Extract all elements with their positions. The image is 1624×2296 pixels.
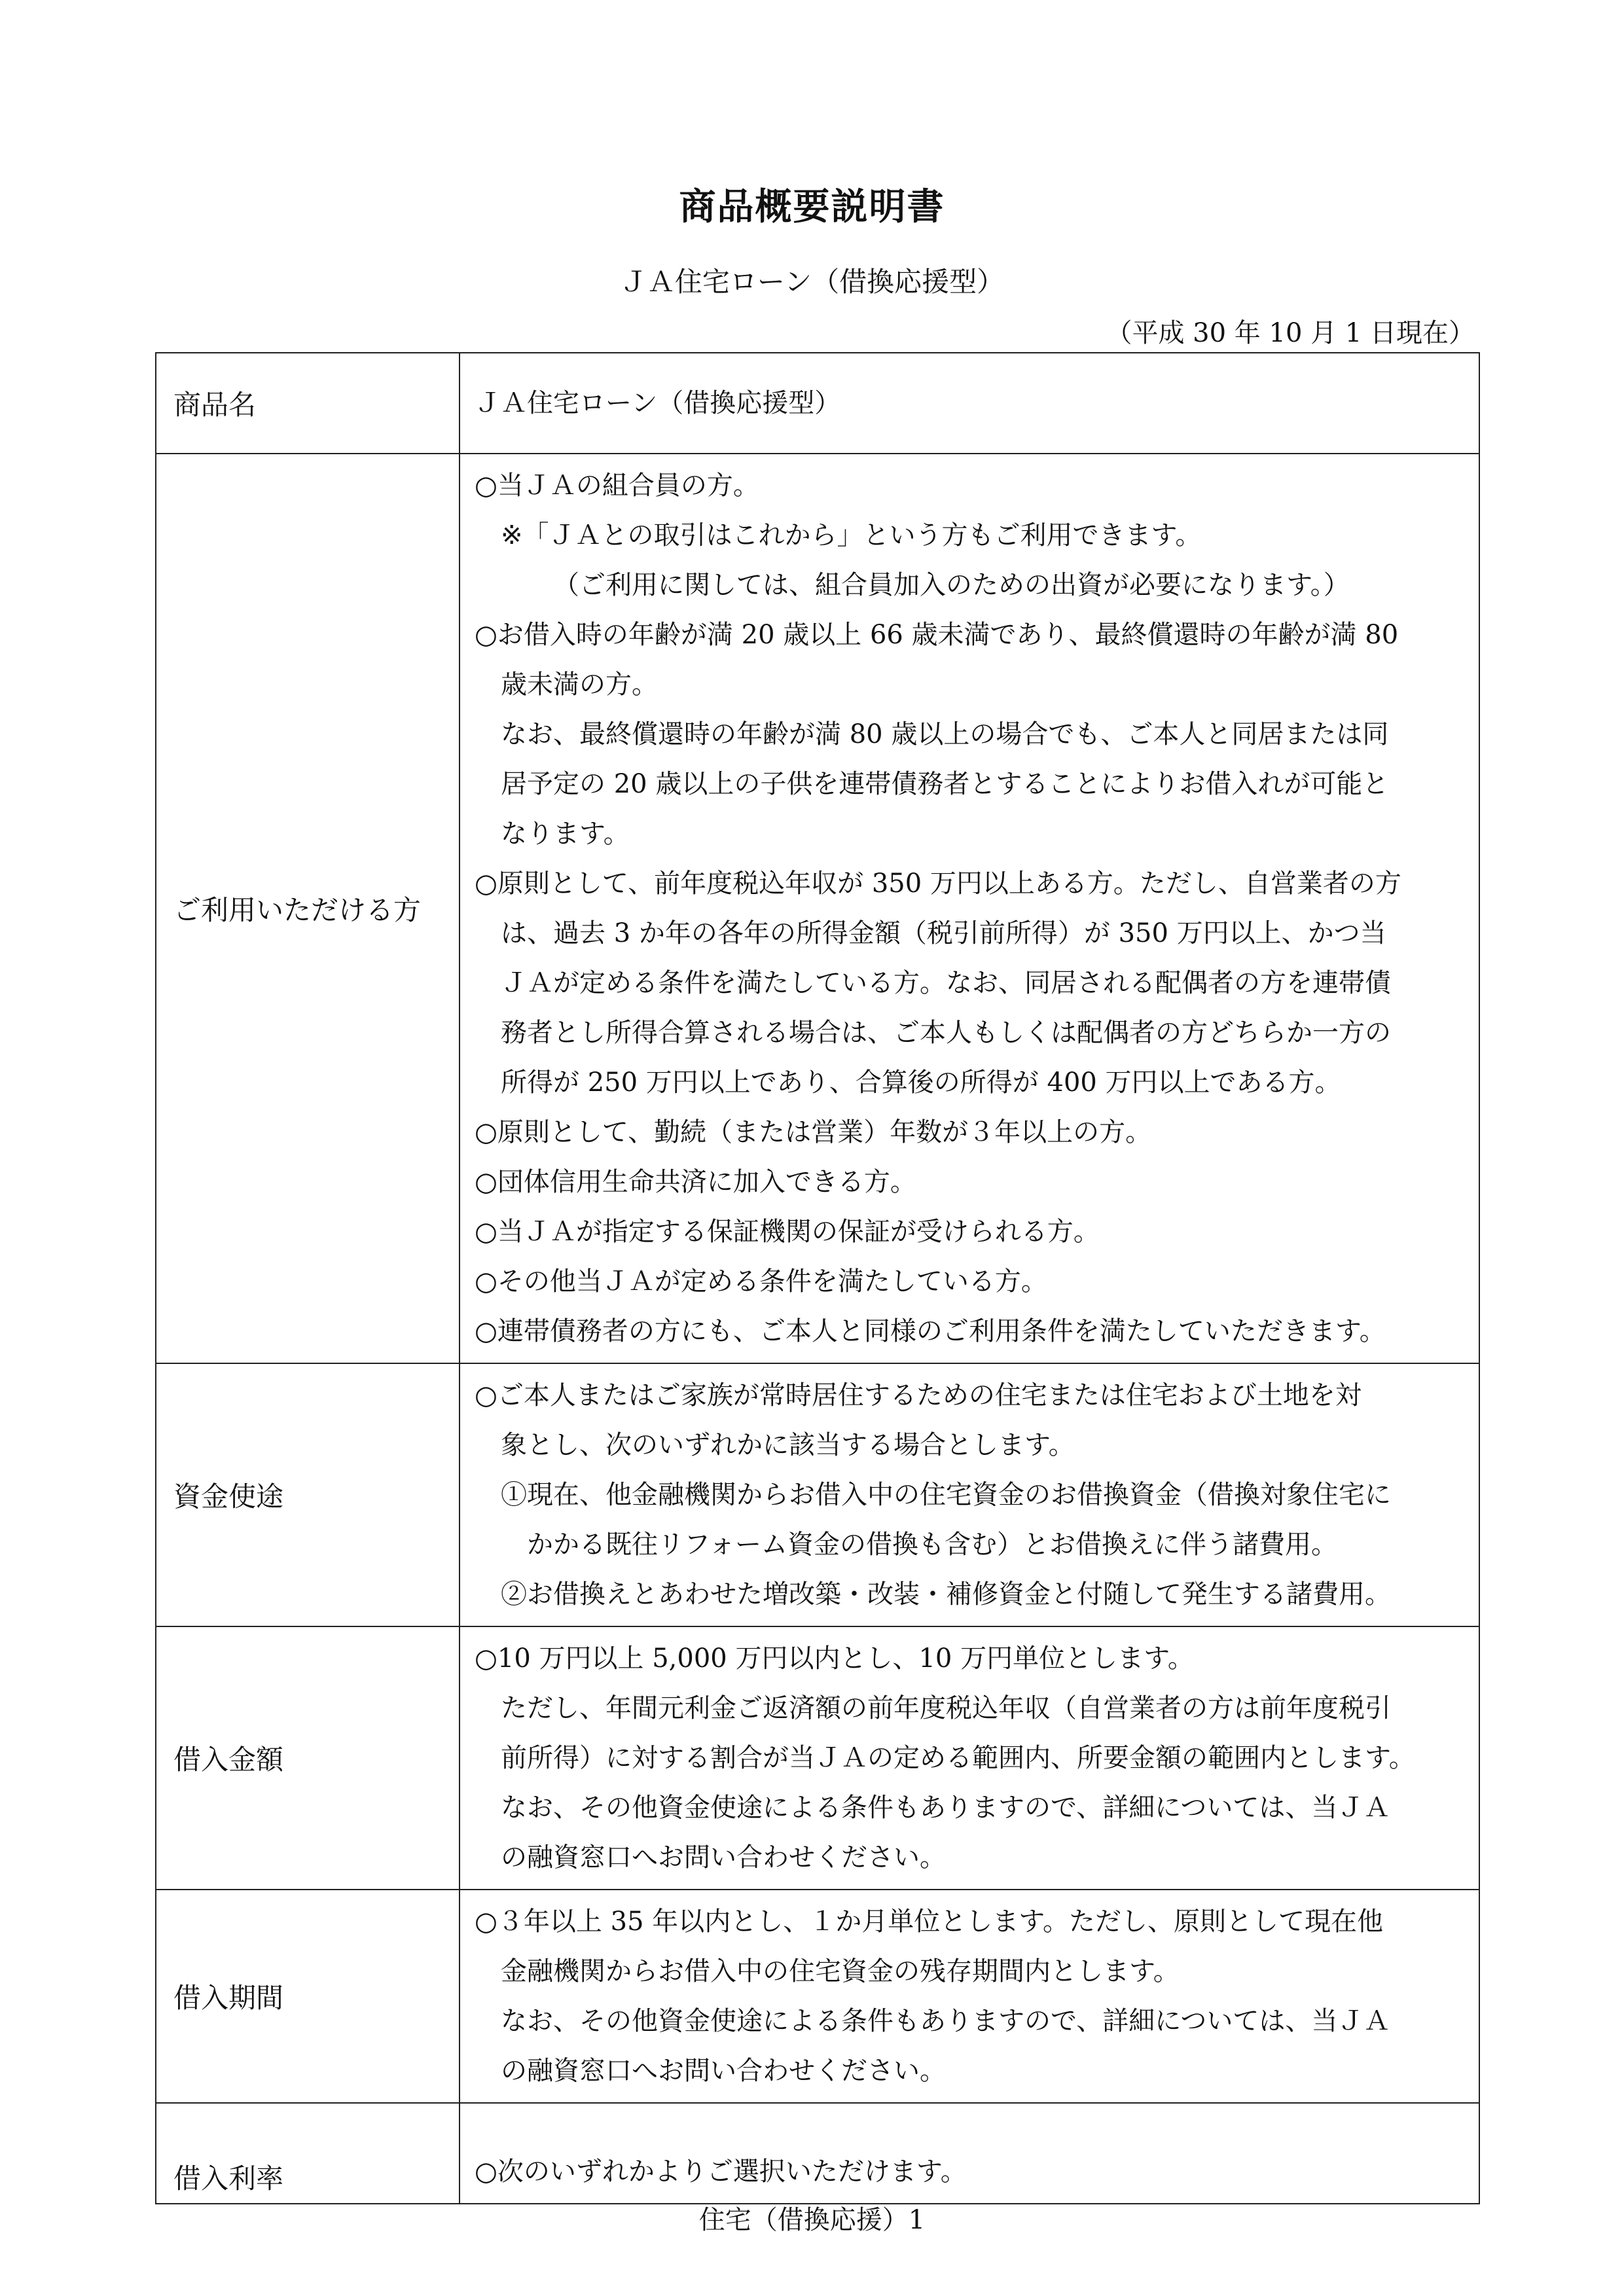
- text-line: 歳未満の方。: [501, 670, 658, 700]
- content-amount: [460, 1626, 1479, 1890]
- text-line: ○お借入時の年齢が満 20 歳以上 66 歳未満であり、最終償還時の年齢が満 80: [475, 620, 1399, 650]
- text-line: 所得が 250 万円以上であり、合算後の所得が 400 万円以上である方。: [501, 1067, 1341, 1098]
- row-rate: [156, 2103, 1479, 2204]
- content-fund-use: [460, 1363, 1479, 1626]
- text-line: ○10 万円以上 5,000 万円以内とし、10 万円単位とします。: [475, 1643, 1194, 1674]
- effective-date: （平成 30 年 10 月 1 日現在）: [1106, 318, 1475, 348]
- text-line: ○団体信用生命共済に加入できる方。: [475, 1167, 916, 1197]
- label-period: 借入期間: [156, 1890, 460, 2103]
- text-line: ②お借換えとあわせた増改築・改装・補修資金と付随して発生する諸費用。: [501, 1579, 1391, 1609]
- text-line: 象とし、次のいずれかに該当する場合とします。: [501, 1430, 1075, 1460]
- label-product-name: 商品名: [156, 353, 460, 454]
- row-eligibility: [156, 454, 1479, 1363]
- text-line: かかる既往リフォーム資金の借換も含む）とお借換えに伴う諸費用。: [527, 1530, 1337, 1560]
- text-line: ○連帯債務者の方にも、ご本人と同様のご利用条件を満たしていただきます。: [475, 1316, 1386, 1346]
- text-line: なお、最終償還時の年齢が満 80 歳以上の場合でも、ご本人と同居または同: [501, 719, 1389, 749]
- row-fund-use: [156, 1363, 1479, 1626]
- text-line: 居予定の 20 歳以上の子供を連帯債務者とすることによりお借入れが可能と: [501, 769, 1389, 799]
- label-eligibility: ご利用いただける方: [156, 454, 460, 1363]
- product-summary-table: [155, 352, 1480, 2204]
- content-product-name: [460, 353, 1479, 454]
- text-line: （ご利用に関しては、組合員加入のための出資が必要になります。）: [553, 570, 1350, 600]
- text-line: ○次のいずれかよりご選択いただけます。: [475, 2157, 967, 2187]
- text-line: ＪＡが定める条件を満たしている方。なお、同居される配偶者の方を連帯債: [501, 968, 1391, 998]
- label-amount: 借入金額: [156, 1626, 460, 1890]
- text-line: 前所得）に対する割合が当ＪＡの定める範囲内、所要金額の範囲内とします。: [501, 1743, 1415, 1773]
- text-line: の融資窓口へお問い合わせください。: [501, 2056, 946, 2086]
- content-rate: [460, 2103, 1479, 2204]
- text-line: は、過去 3 か年の各年の所得金額（税引前所得）が 350 万円以上、かつ当: [501, 918, 1386, 948]
- text-line: ○ご本人またはご家族が常時居住するための住宅または住宅および土地を対: [475, 1380, 1362, 1410]
- text-line: なお、その他資金使途による条件もありますので、詳細については、当ＪＡ: [501, 1793, 1390, 1823]
- text-line: ○当ＪＡが指定する保証機関の保証が受けられる方。: [475, 1217, 1100, 1247]
- text-line: ○原則として、前年度税込年収が 350 万円以上ある方。ただし、自営業者の方: [475, 869, 1401, 899]
- document-subtitle: ＪＡ住宅ローン（借換応援型）: [619, 266, 1005, 298]
- text-line: なります。: [501, 819, 630, 849]
- text-line: 務者とし所得合算される場合は、ご本人もしくは配偶者の方どちらか一方の: [501, 1018, 1391, 1048]
- text-line: ○その他当ＪＡが定める条件を満たしている方。: [475, 1266, 1047, 1297]
- content-eligibility: [460, 454, 1479, 1363]
- text-line: ○原則として、勤続（または営業）年数が３年以上の方。: [475, 1117, 1152, 1147]
- text-line: ○３年以上 35 年以内とし、１か月単位とします。ただし、原則として現在他: [475, 1907, 1384, 1937]
- text-line: ただし、年間元利金ご返済額の前年度税込年収（自営業者の方は前年度税引: [501, 1693, 1391, 1723]
- text-line: 金融機関からお借入中の住宅資金の残存期間内とします。: [501, 1956, 1180, 1986]
- text-line: ※「ＪＡとの取引はこれから」という方もご利用できます。: [501, 520, 1202, 550]
- page-footer: 住宅（借換応援）1: [698, 2205, 926, 2235]
- row-period: [156, 1890, 1479, 2103]
- label-rate: 借入利率: [156, 2103, 460, 2204]
- row-product-name: [156, 353, 1479, 454]
- text-line: の融資窓口へお問い合わせください。: [501, 1842, 946, 1873]
- text-line: なお、その他資金使途による条件もありますので、詳細については、当ＪＡ: [501, 2006, 1390, 2036]
- text-line: ＪＡ住宅ローン（借換応援型）: [475, 388, 841, 418]
- label-fund-use: 資金使途: [156, 1363, 460, 1626]
- content-period: [460, 1890, 1479, 2103]
- document-title: 商品概要説明書: [679, 186, 945, 228]
- text-line: ○当ＪＡの組合員の方。: [475, 471, 759, 501]
- row-amount: [156, 1626, 1479, 1890]
- text-line: ①現在、他金融機関からお借入中の住宅資金のお借換資金（借換対象住宅に: [501, 1480, 1391, 1510]
